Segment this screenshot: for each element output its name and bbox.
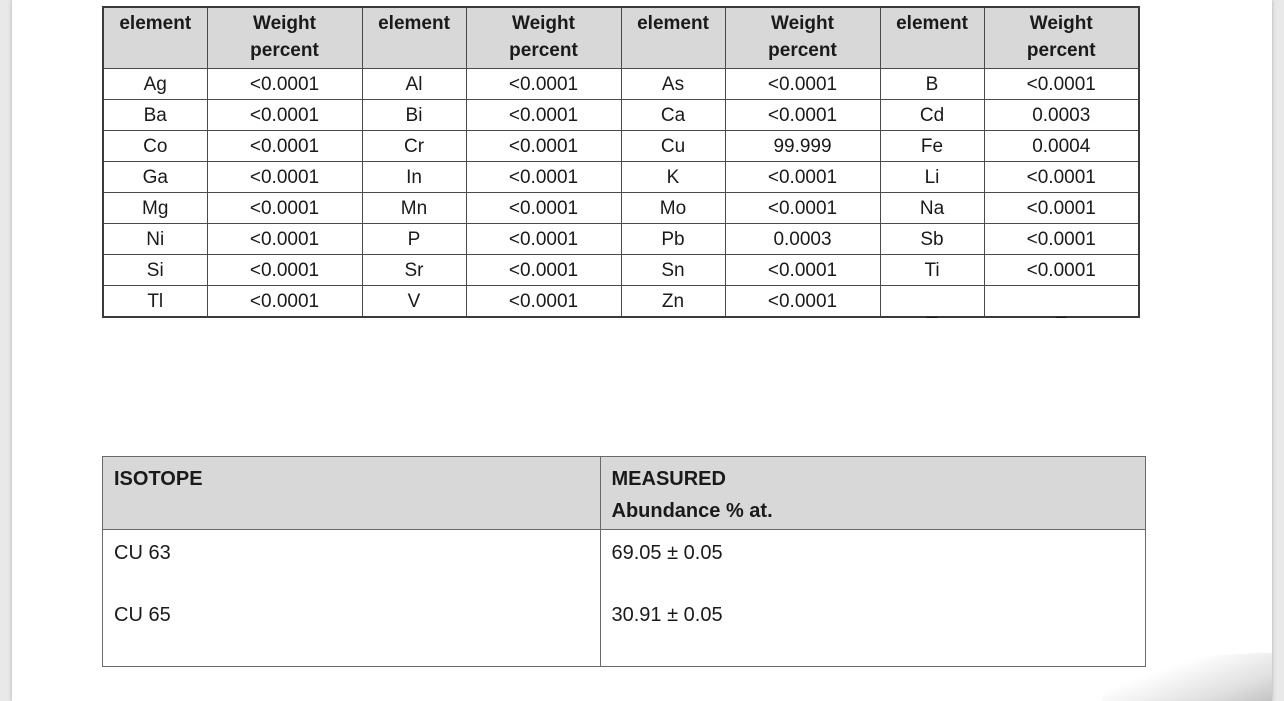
document-page [12,0,1272,701]
column-header-weight-percent: Weight percent [725,7,880,69]
weight-cell: <0.0001 [466,131,621,162]
empty-element-cell: _ [880,286,984,318]
weight-cell: <0.0001 [725,162,880,193]
element-cell: Cr [362,131,466,162]
table-row [103,100,1139,131]
isotope-cell [103,530,601,667]
weight-cell: 0.0003 [984,100,1139,131]
element-cell: Mn [362,193,466,224]
column-header-weight-percent: Weight percent [466,7,621,69]
element-cell: Mo [621,193,725,224]
weight-cell: <0.0001 [207,131,362,162]
element-cell: Cd [880,100,984,131]
isotope-abundance-table [102,456,1146,667]
column-header-isotope: ISOTOPE [103,457,601,530]
weight-cell: <0.0001 [207,69,362,100]
weight-cell: <0.0001 [207,193,362,224]
weight-cell: <0.0001 [466,162,621,193]
element-cell: Zn [621,286,725,318]
weight-cell: 99.999 [725,131,880,162]
weight-cell: <0.0001 [466,100,621,131]
weight-cell: <0.0001 [207,162,362,193]
weight-cell: <0.0001 [466,193,621,224]
element-cell: Al [362,69,466,100]
element-cell: Fe [880,131,984,162]
element-cell: Mg [103,193,207,224]
column-header-element: element [621,7,725,69]
abundance-cell [600,530,1146,667]
element-cell: Pb [621,224,725,255]
element-cell: Tl [103,286,207,318]
element-cell: Ba [103,100,207,131]
element-cell: V [362,286,466,318]
table-row [103,193,1139,224]
isotope-name: CU 63 [114,542,171,564]
weight-cell: <0.0001 [725,69,880,100]
table-row [103,224,1139,255]
weight-cell: <0.0001 [466,255,621,286]
element-cell: K [621,162,725,193]
weight-cell: <0.0001 [984,255,1139,286]
column-header-weight-percent: Weight percent [984,7,1139,69]
weight-cell: 0.0003 [725,224,880,255]
column-header-element: element [880,7,984,69]
table-header-row [103,7,1139,69]
weight-cell: <0.0001 [984,69,1139,100]
column-header-weight-percent: Weight percent [207,7,362,69]
weight-cell: <0.0001 [725,193,880,224]
weight-cell: <0.0001 [984,162,1139,193]
column-header-measured-abundance: MEASURED Abundance % at. [600,457,1146,530]
weight-cell: <0.0001 [984,224,1139,255]
weight-cell: <0.0001 [466,224,621,255]
element-cell: Ga [103,162,207,193]
table-row [103,162,1139,193]
element-cell: Na [880,193,984,224]
weight-cell: <0.0001 [725,286,880,318]
element-cell: Cu [621,131,725,162]
element-cell: Sb [880,224,984,255]
element-composition-table [102,6,1140,318]
abundance-value: 30.91 ± 0.05 [611,604,723,626]
weight-cell: <0.0001 [207,100,362,131]
weight-cell: <0.0001 [984,193,1139,224]
element-cell: Co [103,131,207,162]
element-cell: Li [880,162,984,193]
element-cell: Ca [621,100,725,131]
element-cell: As [621,69,725,100]
weight-cell: <0.0001 [207,224,362,255]
element-cell: Bi [362,100,466,131]
element-cell: Ag [103,69,207,100]
table-row [103,255,1139,286]
table-row [103,530,1146,667]
element-cell: In [362,162,466,193]
weight-cell: 0.0004 [984,131,1139,162]
element-cell: P [362,224,466,255]
weight-cell: <0.0001 [466,286,621,318]
table-row [103,69,1139,100]
element-cell: Si [103,255,207,286]
isotope-name: CU 65 [114,604,171,626]
table-row [103,286,1139,318]
weight-cell: <0.0001 [725,255,880,286]
element-cell: Ni [103,224,207,255]
empty-weight-cell: _ [984,286,1139,318]
element-cell: B [880,69,984,100]
column-header-element: element [362,7,466,69]
weight-cell: <0.0001 [207,255,362,286]
weight-cell: <0.0001 [466,69,621,100]
weight-cell: <0.0001 [725,100,880,131]
element-cell: Sn [621,255,725,286]
column-header-element: element [103,7,207,69]
table-header-row [103,457,1146,530]
abundance-value: 69.05 ± 0.05 [611,542,723,564]
table-row [103,131,1139,162]
element-cell: Sr [362,255,466,286]
weight-cell: <0.0001 [207,286,362,318]
element-cell: Ti [880,255,984,286]
